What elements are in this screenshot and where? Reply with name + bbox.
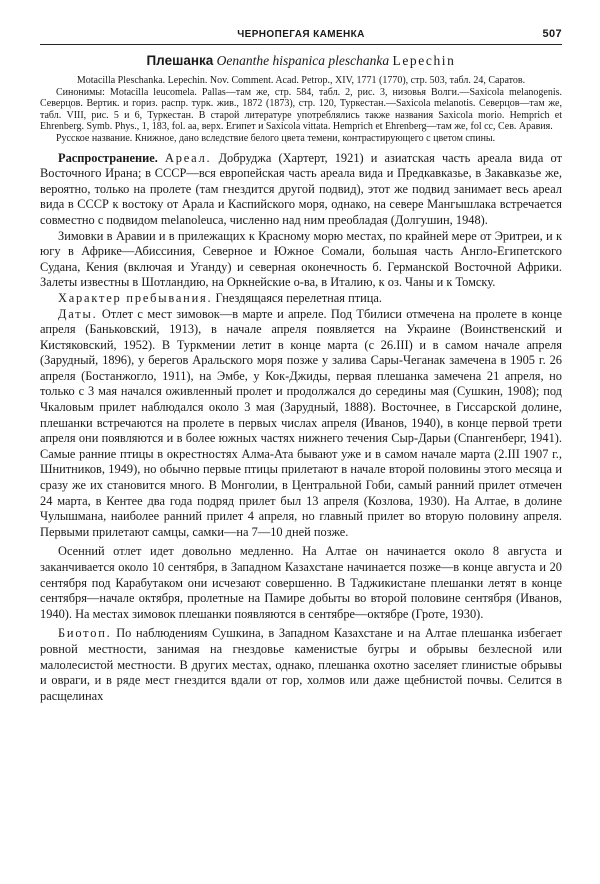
paragraph-residence-text: Гнездящаяся перелетная птица. [215,290,382,305]
page-number: 507 [542,28,562,40]
species-author: Lepechin [392,53,456,68]
paragraph-autumn: Осенний отлет идет довольно медленно. На Алтае он начинается около 8 августа и заканчивается около 10 сентября, в Западном Казахстане начинается позже—в конце августа и 20 сентября под Карабутаком они исчезают совершенно. В Таджикистане плешанки летят в конце сентября—начале октября, пролетные на Памире добыты во второй половине сентября (Иванов, 1940). На местах зимовок плешанки появляются в сентябре—октябре (Гроте, 1930). [40,544,562,621]
species-latin-name: Oenanthe hispanica pleschanka [216,53,390,68]
synonymy-block [40,75,562,145]
species-russian-name: Плешанка [146,53,214,68]
paragraph-biotope [40,626,562,704]
paragraph-wintering: Зимовки в Аравии и в прилежащих к Красному морю местах, по крайней мере от Эритреи, и к югу в Африке—Абиссиния, Северное и Южное Сомали, большая часть Англо-Египетского Судана, Кения (включая и Уганду) и северная оконечность б. Германской Восточной Африки. Залеты известны в Шотландию, на Оркнейские о-ва, в Италию, к оз. Чаны и к Томску. [40,228,562,290]
section-lead-distribution: Распространение. [58,150,158,165]
paragraph-dates-text: Отлет с мест зимовок—в марте и апреле. Под Тбилиси отмечена на пролете в конце апреля (Баньковский, 1913), в начале апреля появляется на Украине (Воинственский и Кистяковский, 1952). В Туркмении летит в конце марта (с 26.III) и в самом начале апреля (Зарудный, 1896), у берегов Аральского моря позже у залива Сары-Чеганак замечена в 1905 г. 26 апреля (Бостанжогло, 1911), на Эмбе, у Кок-Джиды, первая плешанка замечена 21 апреля, но только с 3 мая начался оживленный пролет и продолжался до середины мая (Сушкин, 1908); под Чкаловым прилет наблюдался около 3 мая (Зарудный, 1888). Восточнее, в Гиссарской долине, плешанки встречаются на пролете в первых числах апреля (Иванов, 1940), в конце первой трети апреля они появляются и в более южных частях нижнего течения Сыр-Дарьи (Спангенберг, 1941). Самые ранние птицы в окрестностях Алма-Ата бывают уже и в самом начале марта (2.III 1907 г., Шнитников, 1949), но обычно первые птицы прилетают в начале второй половины этого месяца и сразу же их становится много. В Монголии, в Центральной Гоби, самый ранний прилет отмечен 24 марта, в Кентее два года подряд прилет был 13 апреля (Козлова, 1930). На Алтае, в долине Чулышмана, наиболее ранний прилет 4 апреля, но главный прилет во вторую половину апреля. Первыми прилетают самцы, самки—на 7—10 дней позже. [40,306,562,539]
running-header [40,28,562,45]
section-lead-areal: Ареал. [164,150,212,165]
paragraph-biotope-text: По наблюдениям Сушкина, в Западном Казахстане и на Алтае плешанка избегает ровной местности, занимая на гнездовье каменистые бугры и обрывы безлесной или малолесистой местности. В других местах, однако, плешанка охотно заселяет глинистые обрывы и овраги, и в ряде мест гнездится вдали от гор, холмов или даже щебнистой почвы. Селится в расщелинах [40,626,562,703]
paragraph-residence [40,291,562,307]
paragraph-distribution [40,151,562,229]
paragraph-distribution-text: Добруджа (Хартерт, 1921) и азиатская часть ареала вида от Восточного Ирана; в СССР—вся европейская часть ареала вида и Предкавказье, в Закавказье же, вероятно, только на пролете (там гнездится другой подвид), этот же подвид занимает весь ареал вида в СССР к востоку от Арала и Каспийского моря, однако, на севере Мангышлака встречается совместно с подвидом melanoleuca, численно над ним преобладая (Долгушин, 1948). [40,150,562,227]
original-description: Motacilla Pleschanka. Lepechin. Nov. Comment. Acad. Petrop., XIV, 1771 (1770), стр. 503, табл. 24, Саратов. [76,75,526,86]
main-text [40,151,562,705]
species-heading [40,52,562,70]
running-title: ЧЕРНОПЕГАЯ КАМЕНКА [237,29,365,40]
russian-name-note: Русское название. Книжное, дано вследствие белого цвета темени, контрастирующего с цветом спины. [56,132,496,144]
paragraph-dates [40,307,562,541]
section-lead-residence: Характер пребывания. [58,290,213,305]
section-lead-dates: Даты. [58,306,98,321]
synonyms: Синонимы: Motacilla leucomela. Pallas—там же, стр. 584, табл. 2, рис. 3, низовья Волги.—Saxicola melanogenis. Северцов. Вертик. и гориз. распр. турк. жив., 1872 (1873), стр. 120, Туркестан.—Saxicola melanotis. Северцов—там же, табл. VIII, рис. 5 и 6, Туркестан. В старой литературе употреблялись также названия Saxicola morio. Hemprich et Ehrenberg. Symb. Phys., 1, 183, fol. aa, верх. Египет и Saxicola vittata. Hemprich et Ehrenberg—там же, fol cc, Сев. Аравия. [40,86,562,133]
section-lead-biotope: Биотоп. [58,626,112,641]
